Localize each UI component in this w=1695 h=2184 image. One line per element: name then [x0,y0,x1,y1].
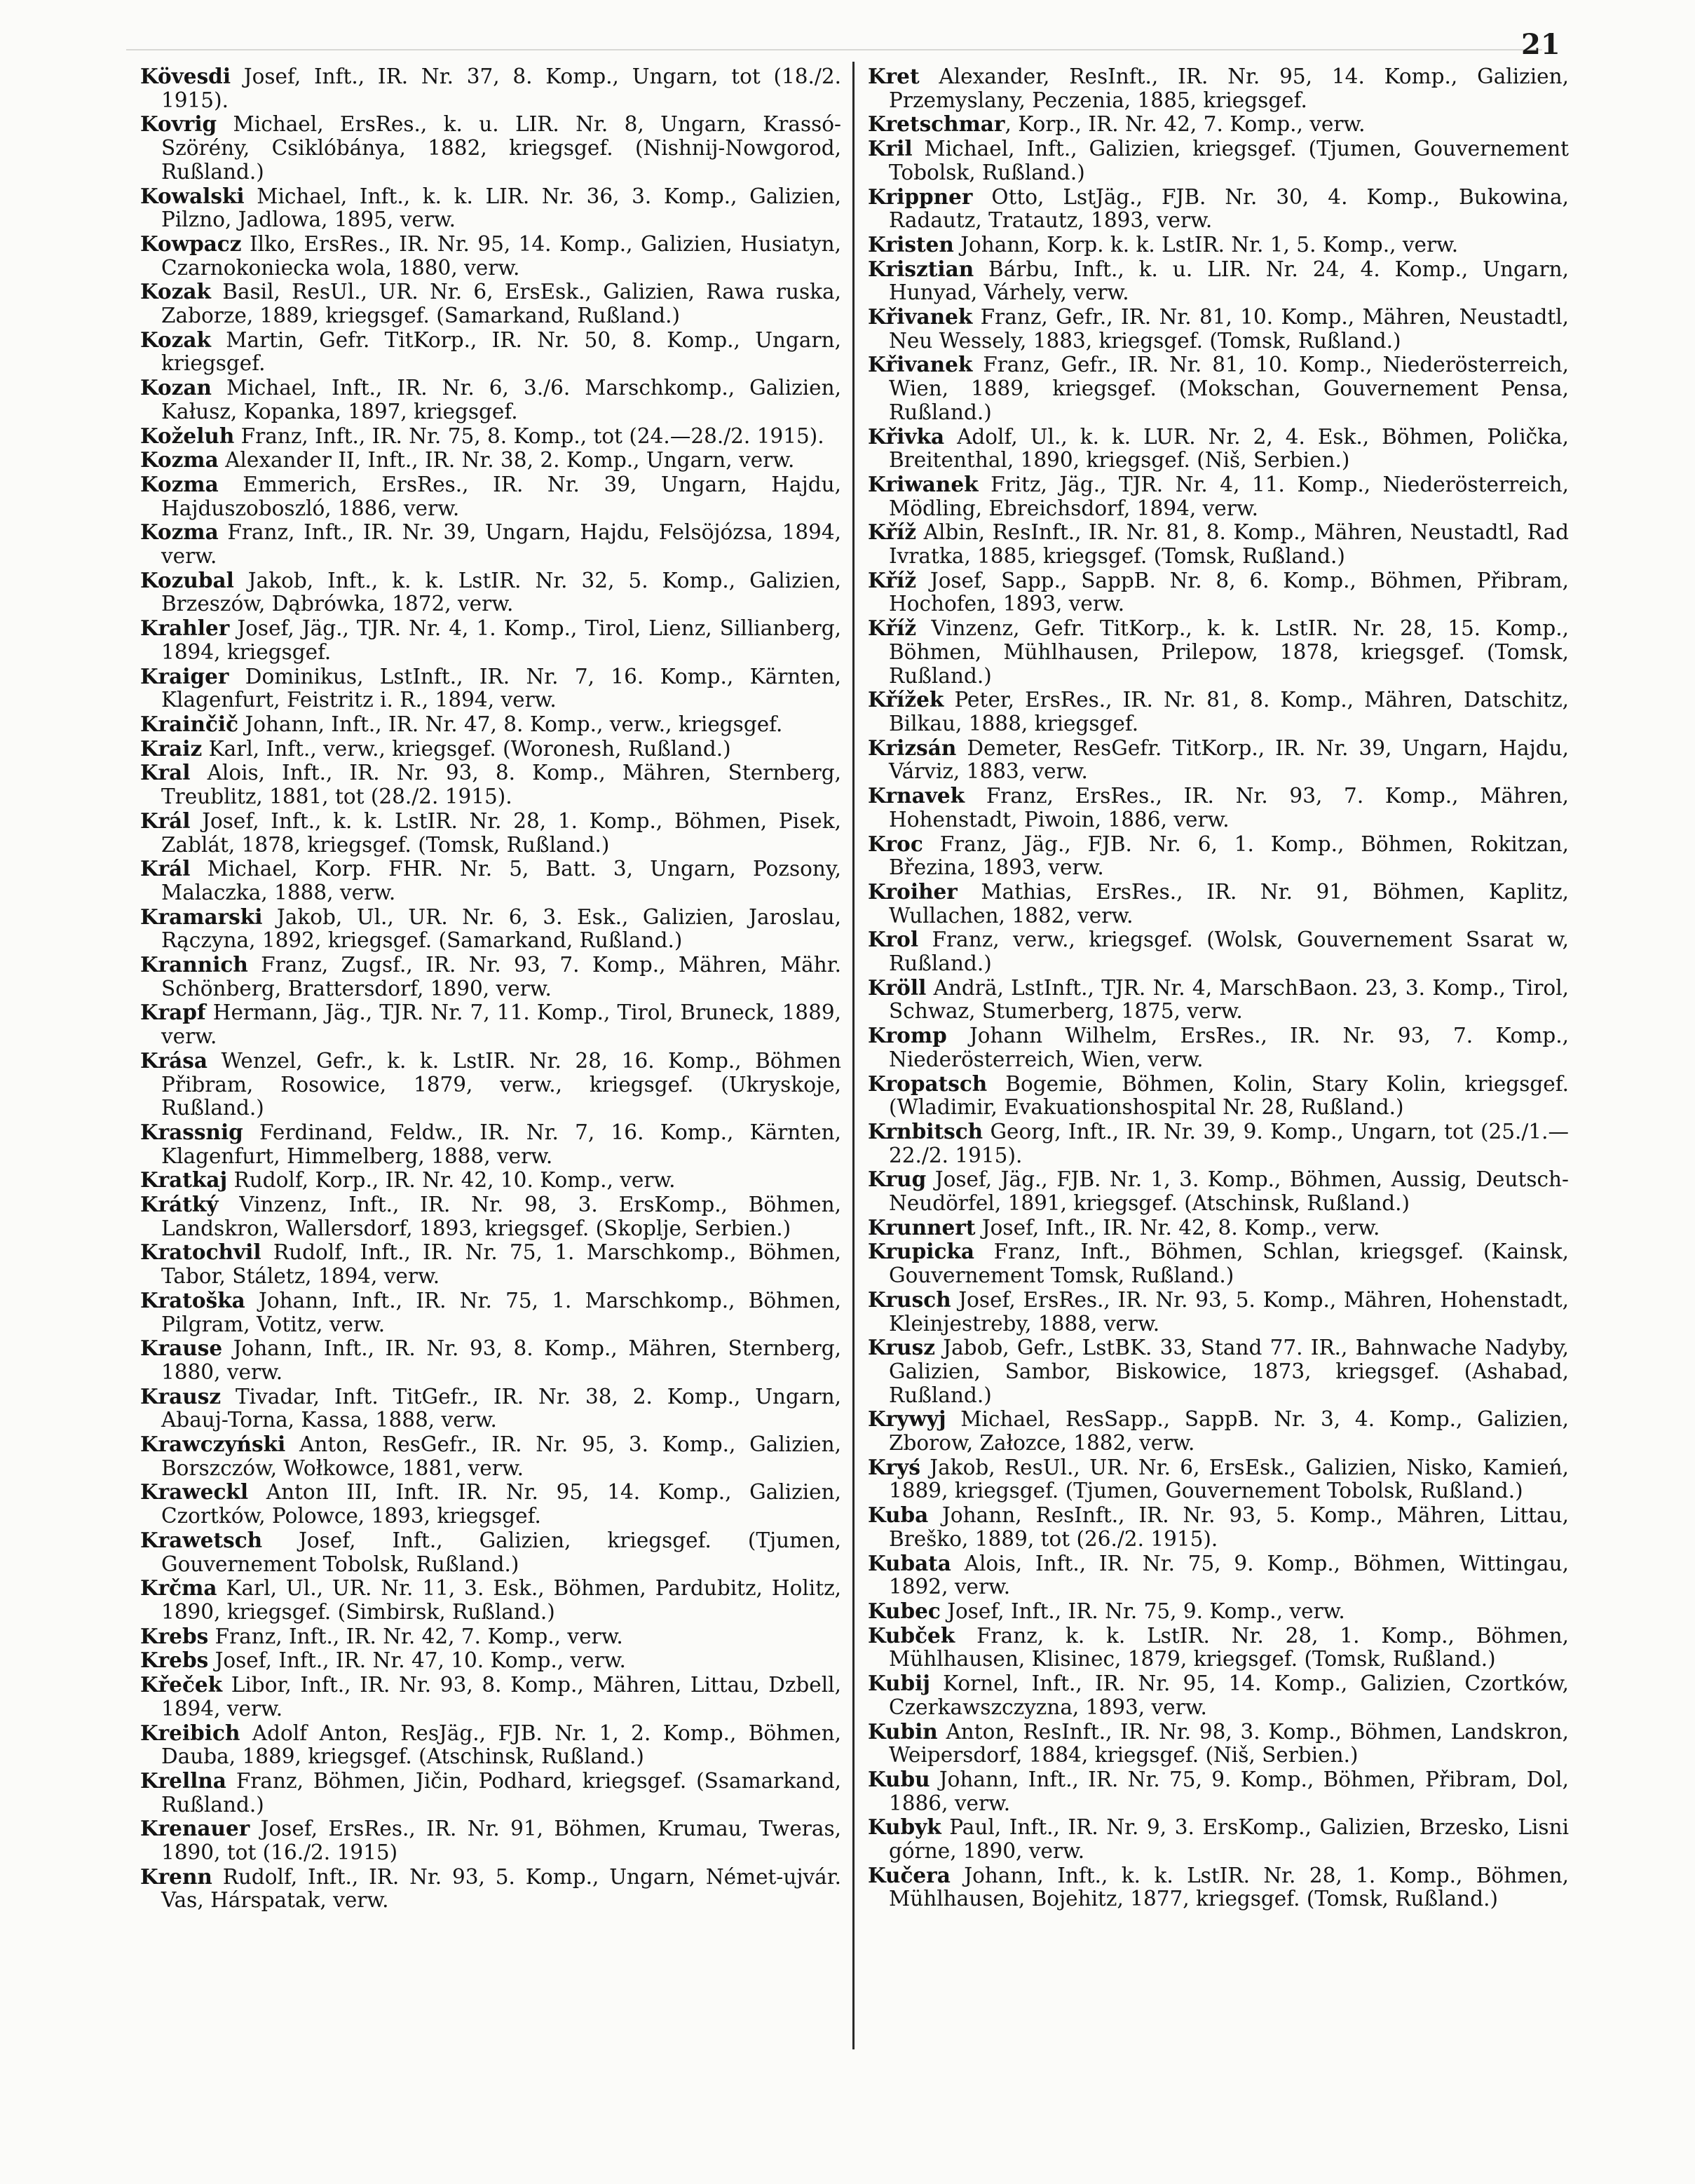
entry-surname: Kubu [868,1766,930,1791]
entry-details: Josef, Inft., IR. Nr. 75, 9. Komp., verw. [940,1599,1345,1623]
entry-surname: Krebs [140,1623,209,1648]
entry-surname: Kučera [868,1862,951,1887]
entry-surname: Krebs [140,1648,209,1673]
register-entry [140,1625,841,1649]
entry-surname: Kroiher [868,879,958,904]
entry-details: Johann, Inft., IR. Nr. 75, 9. Komp., Böhmen, Přibram, Dol, 1886, verw. [889,1767,1569,1815]
entry-surname: Kubij [868,1671,930,1696]
register-entry [868,736,1569,784]
entry-details: Johann, Inft., k. k. LstIR. Nr. 28, 1. Komp., Böhmen, Mühlhausen, Bojehitz, 1877, kriegsgef. (Tomsk, Rußland.) [889,1863,1569,1911]
register-entry [868,353,1569,424]
entry-surname: Krug [868,1167,927,1192]
entry-surname: Krenn [140,1864,212,1889]
entry-details: Josef, Inft., IR. Nr. 47, 10. Komp., verw. [208,1648,626,1673]
entry-surname: Kreibich [140,1720,240,1745]
entry-details: Franz, Inft., IR. Nr. 39, Ungarn, Hajdu, Felsöjózsa, 1894, verw. [161,520,841,569]
entry-details: Franz, Inft., IR. Nr. 75, 8. Komp., tot (24.—28./2. 1915). [234,423,824,448]
register-entry [140,761,841,808]
register-entry [140,1385,841,1432]
entry-surname: Kozan [140,375,212,400]
entry-details: Johann, Korp. k. k. LstIR. Nr. 1, 5. Komp., verw. [953,232,1459,257]
register-entry [140,1817,841,1864]
entry-details: Ferdinand, Feldw., IR. Nr. 7, 16. Komp., Kärnten, Klagenfurt, Himmelberg, 1888, verw. [161,1120,841,1168]
register-entry [868,137,1569,184]
entry-surname: Kretschmar [868,111,1005,137]
register-entry [140,1336,841,1384]
entry-surname: Kubec [868,1599,941,1623]
entry-details: Rudolf, Inft., IR. Nr. 75, 1. Marschkomp., Böhmen, Tabor, Stáletz, 1894, verw. [161,1240,841,1289]
entry-details: Vinzenz, Inft., IR. Nr. 98, 3. ErsKomp., Böhmen, Landskron, Wallersdorf, 1893, kriegsgef. (Skoplje, Serbien.) [161,1193,841,1240]
register-entry [868,1599,1569,1624]
register-entry [868,1720,1569,1768]
entry-surname: Kratkaj [140,1167,228,1193]
entry-surname: Kröll [868,975,927,1000]
register-entry [868,425,1569,473]
entry-details: Anton, ResInft., IR. Nr. 98, 3. Komp., Böhmen, Landskron, Weipersdorf, 1884, kriegsgef. (Niš, Serbien.) [889,1719,1569,1768]
register-entry [140,616,841,664]
register-entry [140,1865,841,1913]
entry-surname: Kozma [140,520,219,545]
entry-details: Georg, Inft., IR. Nr. 39, 9. Komp., Ungarn, tot (25./1.—22./2. 1915). [889,1119,1569,1167]
entry-surname: Krannich [140,952,248,977]
register-entry [868,233,1569,257]
entry-surname: Krainčič [140,711,239,736]
entry-surname: Kozubal [140,567,234,592]
register-entry [140,1480,841,1528]
entry-details: Alexander, ResInft., IR. Nr. 95, 14. Komp., Galizien, Przemyslany, Peczenia, 1885, kriegsgef. [889,65,1569,112]
register-entry [868,520,1569,568]
entry-details: Michael, ErsRes., k. u. LIR. Nr. 8, Ungarn, Krassó-Szörény, Csiklóbánya, 1882, kriegsgef. (Nishnij-Nowgorod, Rußland.) [161,112,841,184]
entry-surname: Kral [140,760,191,785]
entry-details: Alois, Inft., IR. Nr. 75, 9. Komp., Böhmen, Wittingau, 1892, verw. [889,1551,1569,1599]
register-entry [140,1193,841,1240]
entry-surname: Krusz [868,1335,935,1360]
register-entry [868,1815,1569,1863]
register-entry [868,305,1569,353]
entry-details: Andrä, LstInft., TJR. Nr. 4, MarschBaon. 23, 3. Komp., Tirol, Schwaz, Stumerberg, 1875, verw. [889,975,1569,1024]
register-entry [140,712,841,737]
register-entry [868,1336,1569,1407]
register-entry [868,569,1569,616]
entry-details: Libor, Inft., IR. Nr. 93, 8. Komp., Mähren, Littau, Dzbell, 1894, verw. [161,1673,841,1721]
register-entry [868,1503,1569,1551]
entry-details: Franz, verw., kriegsgef. (Wolsk, Gouvernement Ssarat w, Rußland.) [889,928,1569,976]
entry-surname: Kratochvil [140,1240,261,1265]
entry-details: Johann, Inft., IR. Nr. 93, 8. Komp., Mähren, Sternberg, 1880, verw. [161,1336,841,1384]
entry-surname: Krausz [140,1383,222,1409]
entry-surname: Kratoška [140,1287,245,1313]
entry-details: Franz, Inft., Böhmen, Schlan, kriegsgef. (Kainsk, Gouvernement Tomsk, Rußland.) [889,1240,1569,1288]
left-column [140,65,841,1913]
entry-surname: Kovrig [140,111,217,137]
register-entry [868,1456,1569,1503]
register-entry [140,1120,841,1168]
register-entry [140,328,841,376]
register-entry [868,1864,1569,1911]
entry-details: Michael, Korp. FHR. Nr. 5, Batt. 3, Ungarn, Pozsony, Malaczka, 1888, verw. [161,857,841,904]
entry-surname: Kret [868,64,920,88]
entry-surname: Kozma [140,447,219,473]
entry-details: Michael, Inft., k. k. LIR. Nr. 36, 3. Komp., Galizien, Pilzno, Jadlowa, 1895, verw. [161,184,841,232]
entry-details: Jakob, ResUl., UR. Nr. 6, ErsEsk., Galizien, Nisko, Kamień, 1889, kriegsgef. (Tjumen, Gouvernement Tobolsk, Rußland.) [889,1455,1569,1503]
entry-details: Josef, Jäg., FJB. Nr. 1, 3. Komp., Böhmen, Aussig, Deutsch-Neudörfel, 1891, kriegsgef. (Atschinsk, Rußland.) [889,1167,1569,1216]
entry-surname: Krása [140,1047,208,1073]
register-entry [868,1167,1569,1215]
entry-surname: Kříž [868,520,917,545]
entry-surname: Krunnert [868,1214,976,1240]
entry-surname: Krapf [140,1000,206,1025]
entry-surname: Kraiger [140,663,229,689]
entry-details: Johann Wilhelm, ErsRes., IR. Nr. 93, 7. Komp., Niederösterreich, Wien, verw. [889,1024,1569,1071]
register-entry [868,1072,1569,1120]
register-entry [140,1576,841,1624]
entry-surname: Krupicka [868,1239,974,1264]
entry-details: Adolf Anton, ResJäg., FJB. Nr. 1, 2. Komp., Böhmen, Dauba, 1889, kriegsgef. (Atschinsk, Rußland.) [161,1721,841,1769]
entry-surname: Kraweckl [140,1479,249,1505]
entry-surname: Křivka [868,423,945,449]
column-divider [852,62,855,2049]
entry-surname: Krippner [868,184,973,209]
register-entry [868,65,1569,112]
entry-details: Franz, Zugsf., IR. Nr. 93, 7. Komp., Mähren, Mähr. Schönberg, Brattersdorf, 1890, verw. [161,953,841,1001]
entry-details: Mathias, ErsRes., IR. Nr. 91, Böhmen, Kaplitz, Wullachen, 1882, verw. [889,879,1569,928]
register-entry [868,1624,1569,1671]
register-entry [140,473,841,520]
entry-surname: Kramarski [140,904,263,929]
entry-surname: Kril [868,136,913,161]
entry-surname: Kövesdi [140,64,231,88]
entry-details: Josef, ErsRes., IR. Nr. 93, 5. Komp., Mähren, Hohenstadt, Kleinjestreby, 1888, verw. [889,1287,1569,1336]
entry-surname: Krčma [140,1575,217,1601]
entry-details: Martin, Gefr. TitKorp., IR. Nr. 50, 8. Komp., Ungarn, kriegsgef. [161,327,841,376]
entry-details: Rudolf, Korp., IR. Nr. 42, 10. Komp., verw. [227,1168,676,1193]
entry-surname: Křížek [868,687,944,712]
entry-details: Alexander II, Inft., IR. Nr. 38, 2. Komp., Ungarn, verw. [218,448,795,473]
register-entry [868,832,1569,880]
entry-details: Franz, ErsRes., IR. Nr. 93, 7. Komp., Mähren, Hohenstadt, Piwoin, 1886, verw. [889,784,1569,832]
register-entry [140,184,841,232]
entry-details: Otto, LstJäg., FJB. Nr. 30, 4. Komp., Bukowina, Radautz, Tratautz, 1893, verw. [889,184,1569,233]
entry-details: Hermann, Jäg., TJR. Nr. 7, 11. Komp., Tirol, Bruneck, 1889, verw. [161,1001,841,1049]
entry-surname: Krause [140,1336,223,1361]
entry-surname: Kubyk [868,1815,941,1840]
register-entry [140,737,841,761]
register-entry [140,1769,841,1817]
entry-surname: Krnbitsch [868,1118,983,1144]
entry-surname: Křeček [140,1672,223,1697]
entry-surname: Kowalski [140,183,245,208]
entry-surname: Kříž [868,567,917,592]
entry-surname: Krenauer [140,1816,250,1841]
entry-details: Franz, k. k. LstIR. Nr. 28, 1. Komp., Böhmen, Mühlhausen, Klisinec, 1879, kriegsgef. (Tomsk, Rußland.) [889,1623,1569,1671]
entry-details: Josef, Inft., IR. Nr. 37, 8. Komp., Ungarn, tot (18./2. 1915). [161,65,841,112]
register-entry [868,928,1569,975]
entry-surname: Krisztian [868,256,974,281]
register-entry [868,1216,1569,1240]
entry-surname: Kraiz [140,735,203,761]
entry-details: Anton III, Inft. IR. Nr. 95, 14. Komp., Galizien, Czortków, Polowce, 1893, kriegsgef. [161,1480,841,1528]
entry-surname: Kristen [868,231,954,257]
entry-details: Michael, Inft., Galizien, kriegsgef. (Tjumen, Gouvernement Tobolsk, Rußland.) [889,137,1569,184]
register-entry [140,1528,841,1576]
register-entry [140,569,841,616]
register-entry [868,1120,1569,1167]
register-entry [140,112,841,184]
register-entry [868,1407,1569,1455]
entry-surname: Kubata [868,1550,951,1575]
entry-surname: Koželuh [140,423,235,448]
entry-details: Wenzel, Gefr., k. k. LstIR. Nr. 28, 16. Komp., Böhmen Přibram, Rosowice, 1879, verw., kriegsgef. (Ukryskoje, Rußland.) [161,1048,841,1120]
register-entry [868,1671,1569,1719]
entry-details: Jakob, Inft., k. k. LstIR. Nr. 32, 5. Komp., Galizien, Brzeszów, Dąbrówka, 1872, verw. [161,568,841,616]
register-entry [140,448,841,473]
entry-details: Rudolf, Inft., IR. Nr. 93, 5. Komp., Ungarn, Német-ujvár. Vas, Hárspatak, verw. [161,1864,841,1913]
entry-surname: Král [140,856,191,881]
entry-details: Josef, Inft., k. k. LstIR. Nr. 28, 1. Komp., Böhmen, Pisek, Zablát, 1878, kriegsgef. (Tomsk, Rußland.) [161,808,841,857]
entry-details: Franz, Jäg., FJB. Nr. 6, 1. Komp., Böhmen, Rokitzan, Březina, 1893, verw. [889,832,1569,880]
entry-details: Alois, Inft., IR. Nr. 93, 8. Komp., Mähren, Sternberg, Treublitz, 1881, tot (28./2. 1915). [161,761,841,809]
entry-surname: Krátký [140,1192,219,1217]
entry-surname: Kriwanek [868,471,979,496]
entry-details: Fritz, Jäg., TJR. Nr. 4, 11. Komp., Niederösterreich, Mödling, Ebreichsdorf, 1894, verw. [889,472,1569,520]
entry-surname: Kříž [868,616,917,641]
register-entry [868,1288,1569,1336]
entry-surname: Kromp [868,1023,947,1048]
entry-surname: Krywyj [868,1406,946,1432]
entry-details: Josef, Inft., IR. Nr. 42, 8. Komp., verw. [975,1215,1380,1240]
register-entry [868,473,1569,520]
entry-surname: Kowpacz [140,231,242,256]
register-entry [868,784,1569,832]
register-entry [140,1049,841,1120]
page-number: 21 [1521,28,1560,61]
entry-surname: Křivanek [868,304,973,330]
register-entry [140,1240,841,1288]
top-scan-line [126,49,1542,50]
entry-details: Anton, ResGefr., IR. Nr. 95, 3. Komp., Galizien, Borszczów, Wołkowce, 1881, verw. [161,1432,841,1480]
entry-details: Bogemie, Böhmen, Kolin, Stary Kolin, kriegsgef. (Wladimir, Evakuationshospital Nr. 28, Rußland.) [889,1071,1569,1120]
entry-surname: Krol [868,927,919,952]
entry-details: Vinzenz, Gefr. TitKorp., k. k. LstIR. Nr. 28, 15. Komp., Böhmen, Mühlhausen, Prilepow, 1878, kriegsgef. (Tomsk, Rußland.) [889,616,1569,688]
entry-details: Franz, Gefr., IR. Nr. 81, 10. Komp., Mähren, Neustadtl, Neu Wessely, 1883, kriegsgef. (Tomsk, Rußland.) [889,305,1569,353]
register-entry [868,257,1569,305]
entry-surname: Krizsán [868,735,957,760]
entry-details: Adolf, Ul., k. k. LUR. Nr. 2, 4. Esk., Böhmen, Polička, Breitenthal, 1890, kriegsgef. (Niš, Serbien.) [889,424,1569,473]
entry-surname: Král [140,808,191,833]
register-entry [140,1721,841,1769]
entry-details: Karl, Ul., UR. Nr. 11, 3. Esk., Böhmen, Pardubitz, Holitz, 1890, kriegsgef. (Simbirsk, Rußland.) [161,1576,841,1624]
entry-surname: Kuba [868,1503,929,1528]
entry-details: Josef, Sapp., SappB. Nr. 8, 6. Komp., Böhmen, Přibram, Hochofen, 1893, verw. [889,568,1569,616]
register-entry [140,1673,841,1721]
entry-details: Josef, ErsRes., IR. Nr. 91, Böhmen, Krumau, Tweras, 1890, tot (16./2. 1915) [161,1817,841,1865]
entry-details: Franz, Böhmen, Jičin, Podhard, kriegsgef. (Ssamarkand, Rußland.) [161,1768,841,1817]
entry-details: Michael, ResSapp., SappB. Nr. 3, 4. Komp., Galizien, Zborow, Załozce, 1882, verw. [889,1407,1569,1456]
entry-details: Dominikus, LstInft., IR. Nr. 7, 16. Komp., Kärnten, Klagenfurt, Feistritz i. R., 1894, verw. [161,664,841,712]
entry-surname: Kryś [868,1454,920,1479]
entry-surname: Krusch [868,1287,951,1312]
entry-details: Ilko, ErsRes., IR. Nr. 95, 14. Komp., Galizien, Husiatyn, Czarnokoniecka wola, 1880, verw. [161,231,841,280]
register-entry [140,1001,841,1048]
entry-details: Josef, Jäg., TJR. Nr. 4, 1. Komp., Tirol, Lienz, Sillianberg, 1894, kriegsgef. [161,616,841,664]
entry-details: Demeter, ResGefr. TitKorp., IR. Nr. 39, Ungarn, Hajdu, Várviz, 1883, verw. [889,735,1569,784]
register-entry [140,857,841,904]
entry-surname: Kubin [868,1718,938,1744]
entry-surname: Křivanek [868,352,973,377]
register-entry [140,280,841,327]
register-entry [868,1552,1569,1599]
entry-details: Albin, ResInft., IR. Nr. 81, 8. Komp., Mähren, Neustadtl, Rad Ivratka, 1885, kriegsgef. (Tomsk, Rußland.) [889,520,1569,569]
register-entry [140,65,841,112]
entry-details: Johann, ResInft., IR. Nr. 93, 5. Komp., Mähren, Littau, Breško, 1889, tot (26./2. 1915). [889,1503,1569,1551]
register-entry [140,232,841,280]
register-entry [868,976,1569,1024]
entry-surname: Krellna [140,1768,226,1793]
register-entry [868,1768,1569,1815]
register-entry [140,1168,841,1193]
register-entry [868,688,1569,735]
entry-details: Basil, ResUl., UR. Nr. 6, ErsEsk., Galizien, Rawa ruska, Zaborze, 1889, kriegsgef. (Samarkand, Rußland.) [161,280,841,328]
entry-details: Paul, Inft., IR. Nr. 9, 3. ErsKomp., Galizien, Brzesko, Lisni górne, 1890, verw. [889,1815,1569,1864]
entry-surname: Krahler [140,616,230,641]
entry-surname: Kubček [868,1622,955,1648]
register-entry [140,809,841,857]
register-entry [140,1432,841,1480]
entry-surname: Krassnig [140,1119,243,1144]
entry-details: Johann, Inft., IR. Nr. 75, 1. Marschkomp., Böhmen, Pilgram, Votitz, verw. [161,1288,841,1336]
entry-details: , Korp., IR. Nr. 42, 7. Komp., verw. [1005,112,1366,137]
entry-details: Kornel, Inft., IR. Nr. 95, 14. Komp., Galizien, Czortków, Czerkawszczyzna, 1893, verw. [889,1671,1569,1719]
entry-surname: Kroc [868,831,923,856]
entry-details: Jabob, Gefr., LstBK. 33, Stand 77. IR., Bahnwache Nadyby, Galizien, Sambor, Biskowice, 1873, kriegsgef. (Ashabad, Rußland.) [889,1336,1569,1407]
entry-details: Johann, Inft., IR. Nr. 47, 8. Komp., verw., kriegsgef. [238,712,783,736]
register-entry [868,185,1569,233]
register-entry [140,905,841,953]
register-entry [140,520,841,568]
right-column [868,65,1569,1911]
register-entry [868,616,1569,688]
entry-details: Franz, Gefr., IR. Nr. 81, 10. Komp., Niederösterreich, Wien, 1889, kriegsgef. (Mokschan, Gouvernement Pensa, Rußland.) [889,353,1569,424]
register-entry [868,880,1569,928]
entry-details: Michael, Inft., IR. Nr. 6, 3./6. Marschkomp., Galizien, Kałusz, Kopanka, 1897, kriegsgef. [161,376,841,423]
register-entry [868,112,1569,137]
entry-surname: Krawczyński [140,1432,286,1457]
entry-details: Josef, Inft., Galizien, kriegsgef. (Tjumen, Gouvernement Tobolsk, Rußland.) [161,1528,841,1576]
entry-details: Franz, Inft., IR. Nr. 42, 7. Komp., verw. [208,1624,623,1648]
entry-details: Emmerich, ErsRes., IR. Nr. 39, Ungarn, Hajdu, Hajduszoboszló, 1886, verw. [161,472,841,520]
entry-surname: Krnavek [868,783,965,808]
register-entry [140,424,841,449]
register-entry [140,953,841,1001]
register-entry [868,1024,1569,1071]
entry-details: Bárbu, Inft., k. u. LIR. Nr. 24, 4. Komp., Ungarn, Hunyad, Várhely, verw. [889,257,1569,305]
register-entry [140,1289,841,1336]
entry-details: Peter, ErsRes., IR. Nr. 81, 8. Komp., Mähren, Datschitz, Bilkau, 1888, kriegsgef. [889,688,1569,735]
entry-surname: Krawetsch [140,1527,263,1552]
register-entry [140,1648,841,1673]
entry-surname: Kozak [140,279,211,304]
entry-details: Tivadar, Inft. TitGefr., IR. Nr. 38, 2. Komp., Ungarn, Abauj-Torna, Kassa, 1888, verw. [161,1384,841,1432]
register-entry [140,376,841,423]
register-entry [868,1240,1569,1287]
entry-surname: Kozak [140,327,211,352]
entry-details: Jakob, Ul., UR. Nr. 6, 3. Esk., Galizien, Jaroslau, Rączyna, 1892, kriegsgef. (Samarkand, Rußland.) [161,904,841,953]
entry-surname: Kozma [140,471,219,496]
register-entry [140,665,841,712]
entry-details: Karl, Inft., verw., kriegsgef. (Woronesh, Rußland.) [202,736,731,761]
entry-surname: Kropatsch [868,1071,988,1096]
